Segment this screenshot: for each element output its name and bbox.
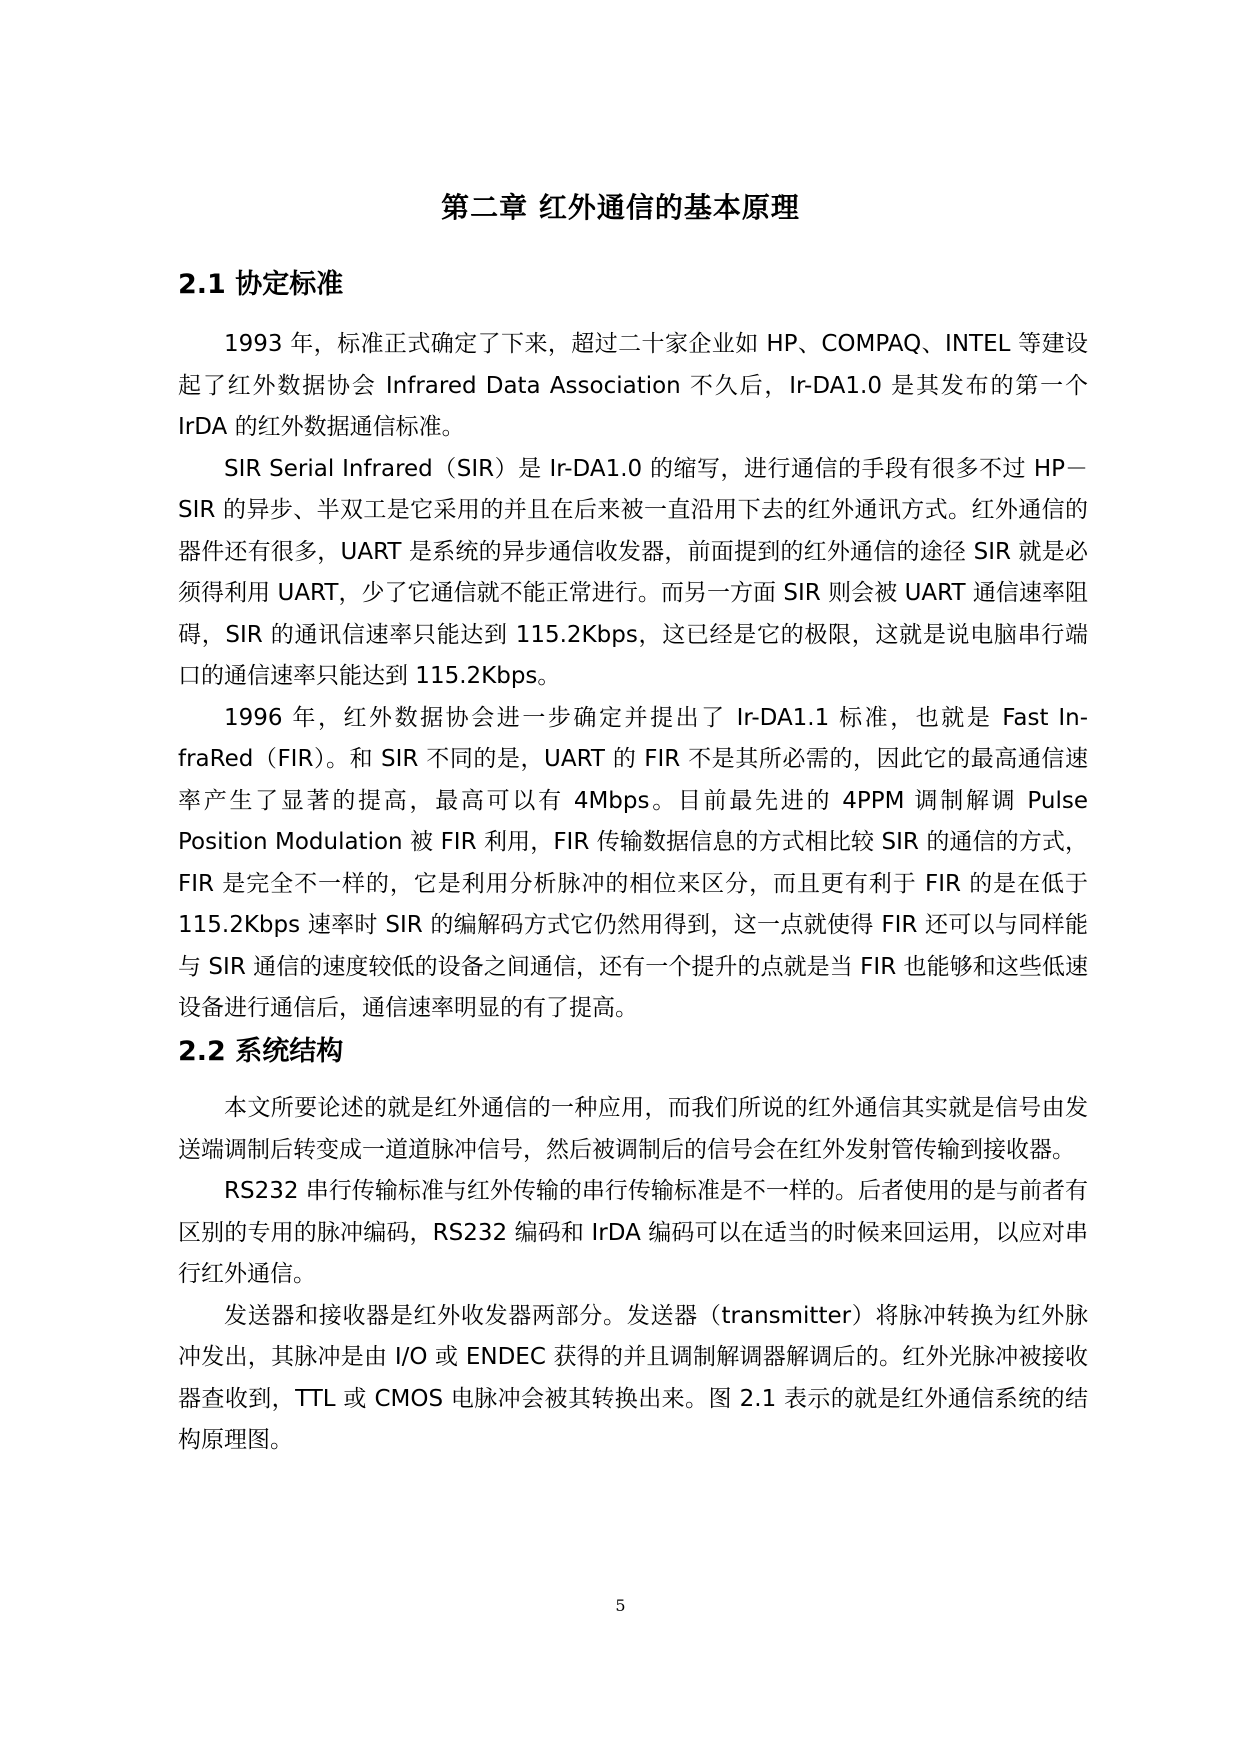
paragraph: RS232 串行传输标准与红外传输的串行传输标准是不一样的。后者使用的是与前者有区别的专用的脉冲编码，RS232 编码和 IrDA 编码可以在适当的时候来回运用，以应对串行红外通信。: [178, 1178, 1088, 1287]
chapter-title: 第二章 红外通信的基本原理: [441, 191, 800, 224]
paragraph: 发送器和接收器是红外收发器两部分。发送器（transmitter）将脉冲转换为红外脉冲发出，其脉冲是由 I/O 或 ENDEC 获得的并且调制解调器解调后的。红外光脉冲被接收器查收到，TTL 或 CMOS 电脉冲会被其转换出来。图 2.1 表示的就是红外通信系统的结构原理图。: [178, 1302, 1088, 1453]
section-body-2-1: [178, 324, 1088, 1030]
page-number: 5: [615, 1596, 626, 1615]
paragraph: SIR Serial Infrared（SIR）是 Ir-DA1.0 的缩写，进行通信的手段有很多不过 HP－SIR 的异步、半双工是它采用的并且在后来被一直沿用下去的红外通讯方式。红外通信的器件还有很多，UART 是系统的异步通信收发器，前面提到的红外通信的途径 SIR 就是必须得利用 UART，少了它通信就不能正常进行。而另一方面 SIR 则会被 UART 通信速率阻碍，SIR 的通讯信速率只能达到 115.2Kbps，这已经是它的极限，这就是说电脑串行端口的通信速率只能达到 115.2Kbps。: [178, 455, 1088, 689]
paragraph: 1996 年，红外数据协会进一步确定并提出了 Ir-DA1.1 标准，也就是 Fast In-fraRed（FIR）。和 SIR 不同的是，UART 的 FIR 不是其所必需的，因此它的最高通信速率产生了显著的提高，最高可以有 4Mbps。目前最先进的 4PPM 调制解调 Pulse Position Modulation 被 FIR 利用，FIR 传输数据信息的方式相比较 SIR 的通信的方式，FIR 是完全不一样的，它是利用分析脉冲的相位来区分，而且更有利于 FIR 的是在低于 115.2Kbps 速率时 SIR 的编解码方式它仍然用得到，这一点就使得 FIR 还可以与同样能与 SIR 通信的速度较低的设备之间通信，还有一个提升的点就是当 FIR 也能够和这些低速设备进行通信后，通信速率明显的有了提高。: [178, 704, 1088, 1021]
paragraph: 1993 年，标准正式确定了下来，超过二十家企业如 HP、COMPAQ、INTEL 等建设起了红外数据协会 Infrared Data Association 不久后，Ir-DA1.0 是其发布的第一个 IrDA 的红外数据通信标准。: [178, 331, 1088, 440]
section-heading-2-2: 2.2 系统结构: [178, 1036, 344, 1067]
paragraph: 本文所要论述的就是红外通信的一种应用，而我们所说的红外通信其实就是信号由发送端调制后转变成一道道脉冲信号，然后被调制后的信号会在红外发射管传输到接收器。: [178, 1095, 1088, 1163]
section-body-2-2: [178, 1088, 1088, 1462]
section-heading-2-1: 2.1 协定标准: [178, 269, 344, 300]
